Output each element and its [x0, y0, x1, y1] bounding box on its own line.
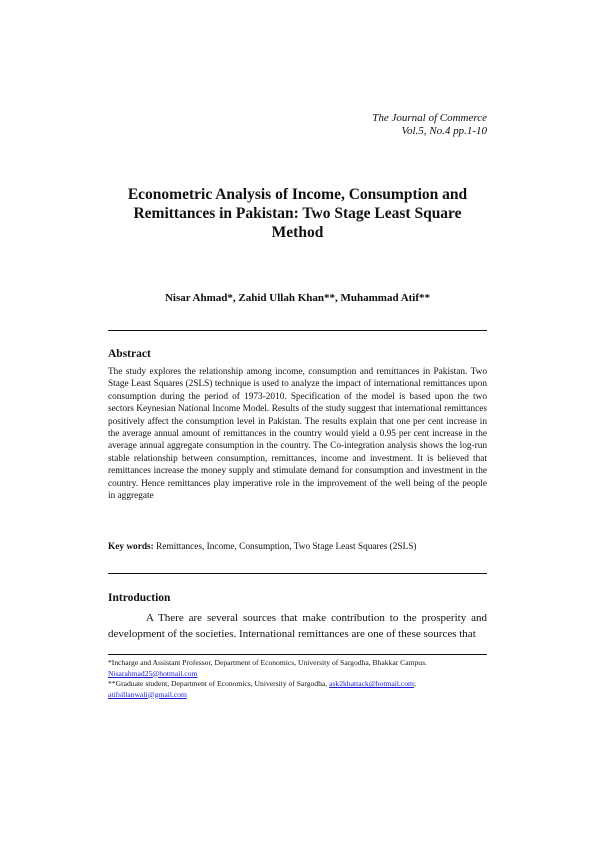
footnote-separator: ;: [413, 679, 417, 688]
keywords-line: [108, 542, 487, 552]
divider-top: [108, 330, 487, 331]
email-link-2[interactable]: ask2khattack@hotmail.com: [329, 679, 414, 688]
keywords-label: Key words:: [108, 542, 154, 552]
journal-issue: Vol.5, No.4 pp.1-10: [401, 125, 487, 137]
paper-title: Econometric Analysis of Income, Consumption and Remittances in Pakistan: Two Stage Least Square Method: [127, 186, 468, 241]
footnotes: [108, 658, 487, 700]
footnote-2: [108, 679, 487, 700]
divider-keywords: [108, 573, 487, 574]
journal-header: [372, 112, 487, 138]
keywords-text: Remittances, Income, Consumption, Two Stage Least Squares (2SLS): [156, 542, 417, 552]
introduction-text: A There are several sources that make contribution to the prosperity and development of the societies. International remittances are one of these sources that: [108, 612, 487, 640]
footnote-1-text: *Incharge and Assistant Professor, Department of Economics, University of Sargodha, Bhakkar Campus.: [108, 658, 427, 667]
author-list: Nisar Ahmad*, Zahid Ullah Khan**, Muhammad Atif**: [164, 292, 431, 304]
journal-name: The Journal of Commerce: [372, 112, 487, 124]
abstract-text: The study explores the relationship among income, consumption and remittances in Pakistan. Two Stage Least Squares (2SLS) technique is used to analyze the impact of international remittances upon consumption during the period of 1973-2010. Specification of the model is based upon the two sectors Keynesian National Income Model. Results of the study suggest that international remittances positively affect the consumption level in Pakistan. The results explain that one per cent increase in the average annual amount of remittances in the country would yield a 0.95 per cent increase in the average annual aggregate consumption in the country. The Co-integration analysis shows the log-run stable relationship between consumption, remittances, income and investment. It is believed that remittances increase the money supply and stimulate demand for consumption and investment in the country. Hence remittances play imperative role in the improvement of the well being of the people in aggregate: [108, 367, 487, 502]
abstract-heading: Abstract: [108, 348, 151, 360]
email-link-1[interactable]: Nisarahmad25@hotmail.com: [108, 668, 198, 678]
email-link-3[interactable]: atifsillanwali@gmail.com: [108, 689, 187, 699]
footnote-divider: [108, 654, 487, 655]
footnote-1: [108, 658, 487, 679]
footnote-2-text: **Graduate student, Department of Economics, University of Sargodha,: [108, 679, 328, 688]
introduction-heading: Introduction: [108, 592, 171, 604]
